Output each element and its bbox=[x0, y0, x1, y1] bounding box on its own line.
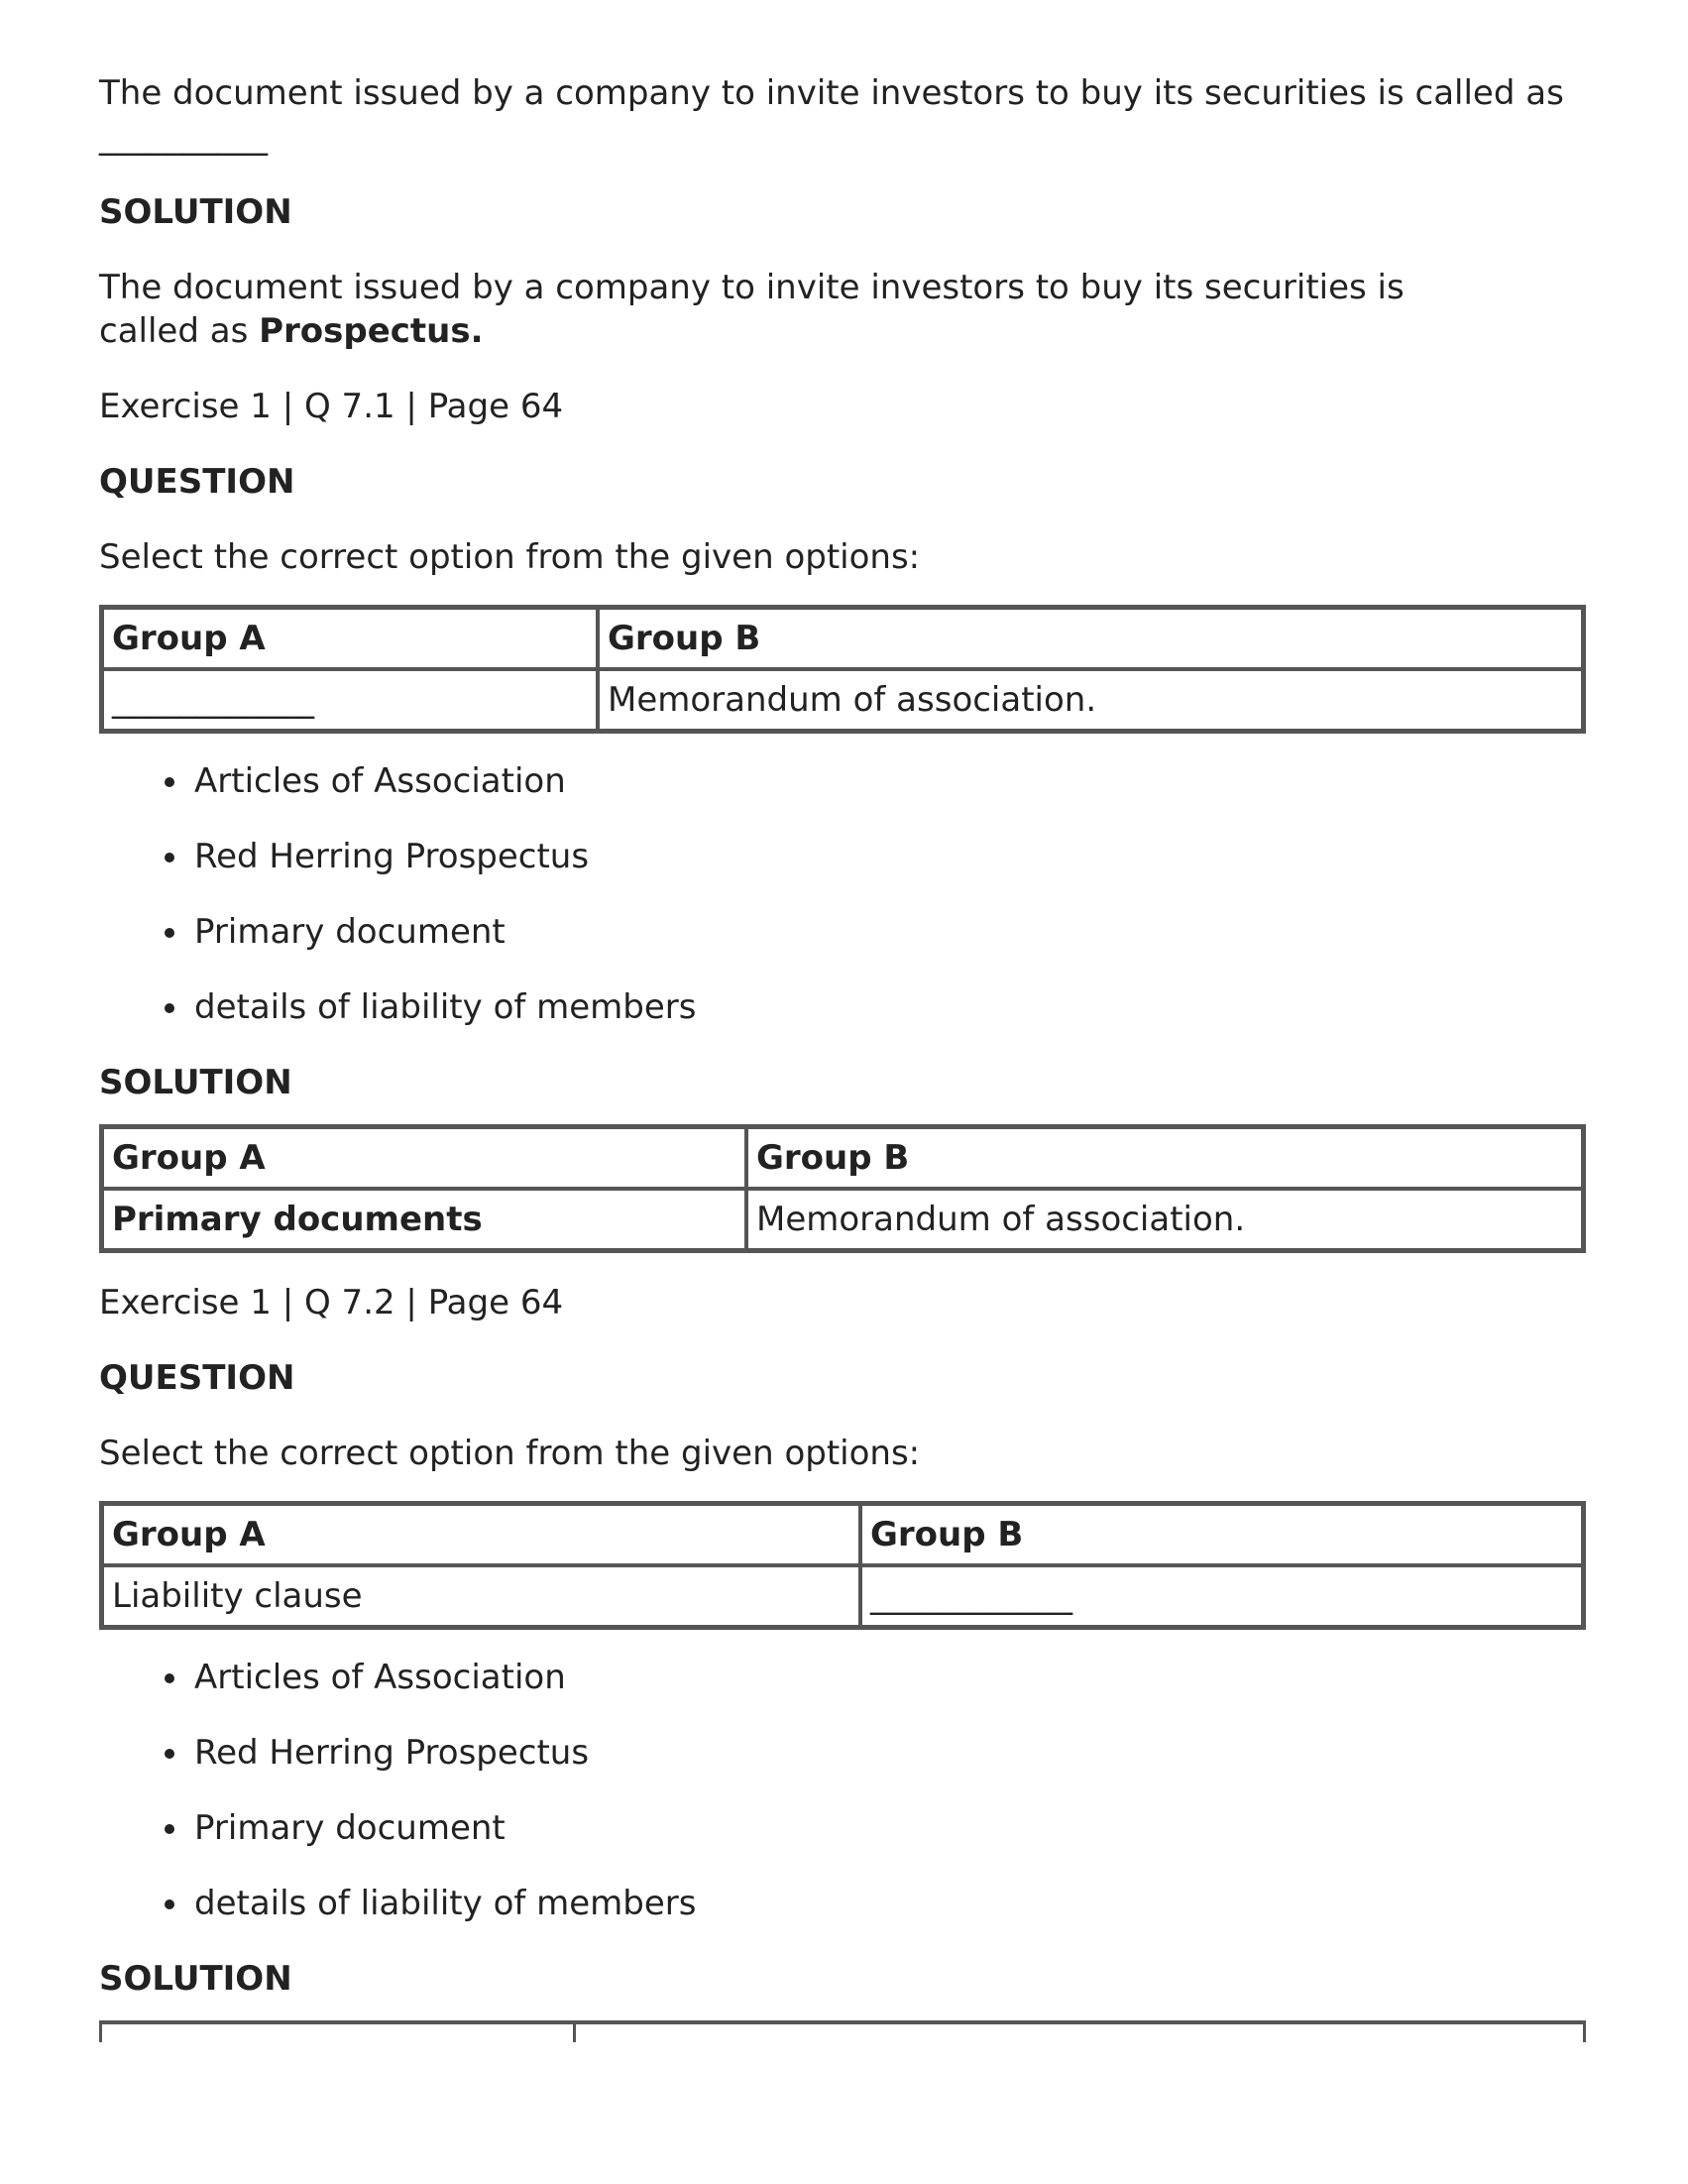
q72-prompt: Select the correct option from the given options: bbox=[99, 1434, 921, 1473]
list-item: Articles of Association bbox=[194, 759, 1586, 803]
list-item: details of liability of members bbox=[194, 1882, 1586, 1925]
q72-options-list bbox=[99, 1656, 1586, 1925]
q71-prompt: Select the correct option from the given options: bbox=[99, 537, 921, 577]
q72-solution-table-partial bbox=[99, 2020, 1586, 2042]
list-item: Red Herring Prospectus bbox=[194, 1731, 1586, 1775]
table-header-group-a: Group A bbox=[102, 1504, 860, 1565]
q72-question-heading: QUESTION bbox=[99, 1358, 295, 1398]
list-item: Primary document bbox=[194, 910, 1586, 954]
table-header-group-a: Group A bbox=[102, 1127, 746, 1189]
intro-question: The document issued by a company to invite investors to buy its securities is called as bbox=[99, 73, 1564, 113]
table-row bbox=[102, 1504, 1583, 1565]
table-header-group-b: Group B bbox=[598, 608, 1583, 669]
table-row bbox=[102, 1127, 1583, 1189]
table-row bbox=[102, 1565, 1583, 1627]
intro-solution-text bbox=[99, 266, 1507, 353]
table-header-group-b: Group B bbox=[860, 1504, 1583, 1565]
table-column-divider bbox=[573, 2024, 576, 2042]
table-row bbox=[102, 669, 1583, 731]
q71-question-table bbox=[99, 605, 1586, 734]
table-cell-group-a: ____________ bbox=[102, 669, 598, 731]
intro-solution-answer: Prospectus. bbox=[259, 311, 484, 351]
q72-reference: Exercise 1 | Q 7.2 | Page 64 bbox=[99, 1283, 564, 1322]
q72-solution-heading: SOLUTION bbox=[99, 1959, 292, 1999]
q71-solution-table bbox=[99, 1124, 1586, 1253]
table-cell-group-b: Memorandum of association. bbox=[598, 669, 1583, 731]
intro-solution-heading: SOLUTION bbox=[99, 192, 292, 232]
q71-solution-heading: SOLUTION bbox=[99, 1063, 292, 1102]
q72-question-table bbox=[99, 1501, 1586, 1630]
document-page bbox=[99, 71, 1586, 2042]
intro-solution-body: The document issued by a company to invite investors to buy its securities is called as bbox=[99, 268, 1405, 351]
table-cell-group-b: ____________ bbox=[860, 1565, 1583, 1627]
q71-reference: Exercise 1 | Q 7.1 | Page 64 bbox=[99, 387, 564, 426]
list-item: Primary document bbox=[194, 1806, 1586, 1850]
table-cell-group-a: Liability clause bbox=[102, 1565, 860, 1627]
table-header-group-a: Group A bbox=[102, 608, 598, 669]
list-item: Red Herring Prospectus bbox=[194, 835, 1586, 878]
table-cell-group-b: Memorandum of association. bbox=[746, 1189, 1583, 1250]
table-header-group-b: Group B bbox=[746, 1127, 1583, 1189]
q71-options-list bbox=[99, 759, 1586, 1029]
table-row bbox=[102, 1189, 1583, 1250]
table-row bbox=[102, 608, 1583, 669]
q71-question-heading: QUESTION bbox=[99, 462, 295, 502]
table-cell-group-a: Primary documents bbox=[102, 1189, 746, 1250]
list-item: details of liability of members bbox=[194, 985, 1586, 1029]
list-item: Articles of Association bbox=[194, 1656, 1586, 1699]
intro-blank: __________ bbox=[99, 117, 268, 157]
